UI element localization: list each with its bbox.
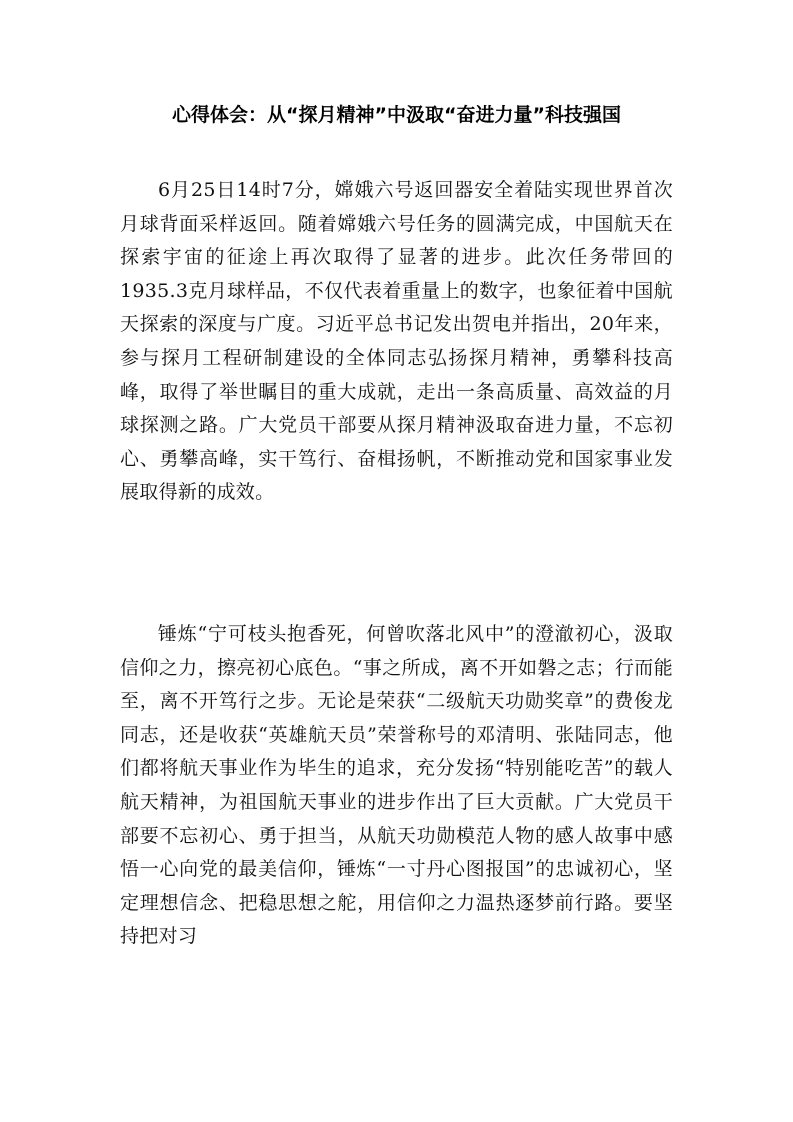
document-title: 心得体会：从“探月精神”中汲取“奋进力量”科技强国	[172, 104, 621, 126]
paragraph-2: 锤炼“宁可枝头抱香死，何曾吹落北风中”的澄澈初心，汲取信仰之力，擦亮初心底色。“事之所成，离不开如磐之志；行而能至，离不开笃行之步。无论是荣获“二级航天功勋奖章”的费俊龙同志，还是收获“英雄航天员”荣誉称号的邓清明、张陆同志，他们都将航天事业作为毕生的追求，充分发扬“特别能吃苦”的载人航天精神，为祖国航天事业的进步作出了巨大贡献。广大党员干部要不忘初心、勇于担当，从航天功勋模范人物的感人故事中感悟一心向党的最美信仰，锤炼“一寸丹心图报国”的忠诚初心，坚定理想信念、把稳思想之舵，用信仰之力温热逐梦前行路。要坚持把对习	[120, 623, 673, 948]
paragraph-1: 6月25日14时7分，嫦娥六号返回器安全着陆实现世界首次月球背面采样返回。随着嫦娥六号任务的圆满完成，中国航天在探索宇宙的征途上再次取得了显著的进步。此次任务带回的1935.3克月球样品，不仅代表着重量上的数字，也象征着中国航天探索的深度与广度。习近平总书记发出贺电并指出，20年来，参与探月工程研制建设的全体同志弘扬探月精神，勇攀科技高峰，取得了举世瞩目的重大成就，走出一条高质量、高效益的月球探测之路。广大党员干部要从探月精神汲取奋进力量，不忘初心、勇攀高峰，实干笃行、奋楫扬帆，不断推动党和国家事业发展取得新的成效。	[120, 179, 673, 504]
